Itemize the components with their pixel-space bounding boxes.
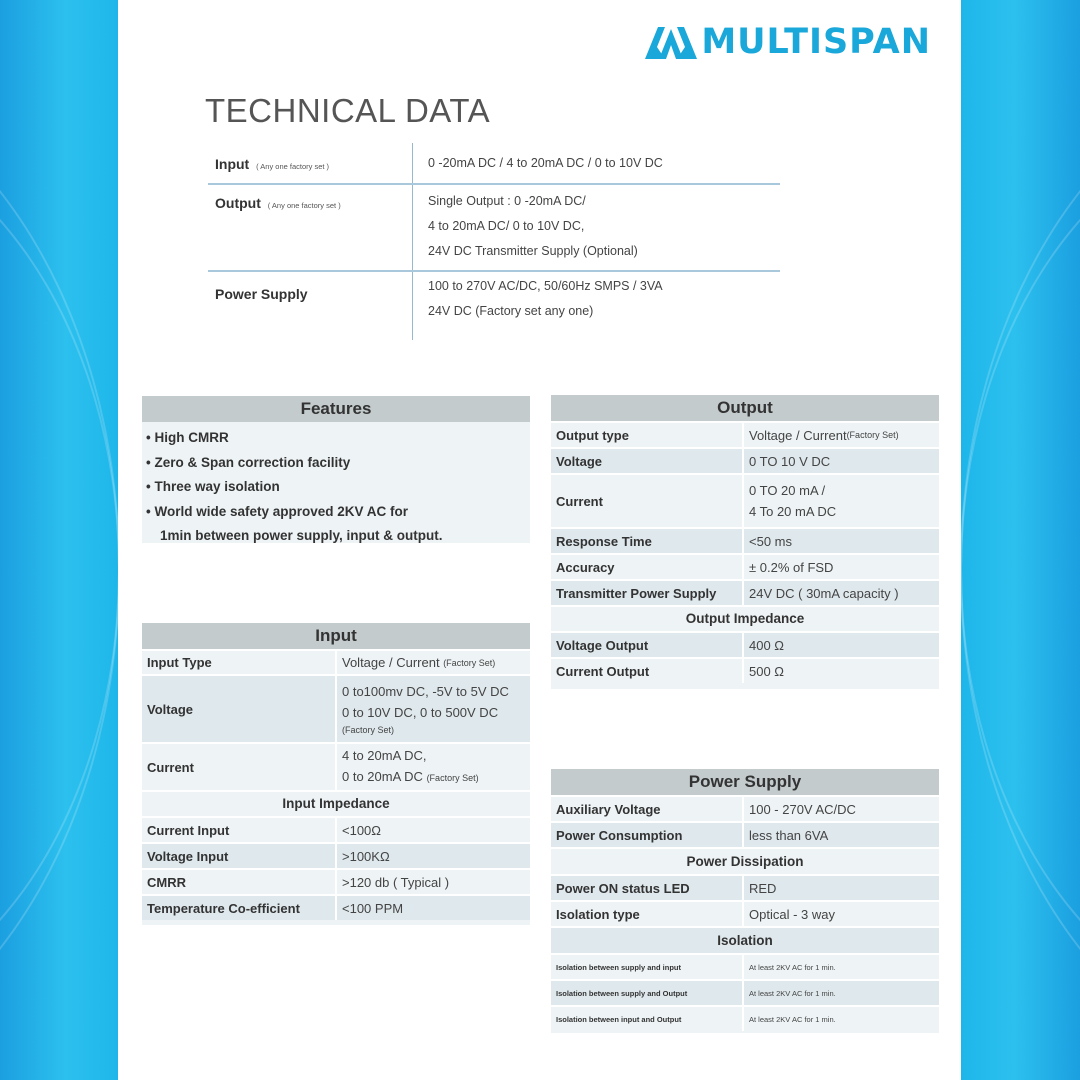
spec-value: <50 ms bbox=[744, 529, 939, 553]
spec-value-line: 0 TO 20 mA / bbox=[749, 483, 826, 498]
table-row bbox=[142, 868, 530, 894]
spec-key: Response Time bbox=[551, 529, 744, 553]
spec-value: less than 6VA bbox=[744, 823, 939, 847]
spec-value: 0 TO 10 V DC bbox=[744, 449, 939, 473]
spec-value-line: 4 to 20mA DC, bbox=[342, 748, 427, 763]
spec-key: Auxiliary Voltage bbox=[551, 797, 744, 821]
table-row bbox=[551, 473, 939, 527]
spec-key: Current bbox=[142, 744, 337, 790]
tech-label-note: ( Any one factory set ) bbox=[267, 201, 341, 210]
spec-key: Current Output bbox=[551, 659, 744, 683]
power-supply-box bbox=[551, 769, 939, 1033]
input-heading: Input bbox=[142, 623, 530, 649]
spec-key: Voltage Input bbox=[142, 844, 337, 868]
input-impedance-subheading: Input Impedance bbox=[142, 790, 530, 816]
feature-item-continuation: 1min between power supply, input & output. bbox=[160, 528, 443, 543]
spec-key: Temperature Co-efficient bbox=[142, 896, 337, 920]
output-heading: Output bbox=[551, 395, 939, 421]
tech-row-power-supply bbox=[208, 270, 780, 340]
table-row bbox=[551, 447, 939, 473]
spec-key: Voltage Output bbox=[551, 633, 744, 657]
table-row bbox=[551, 795, 939, 821]
spec-note: (Factory Set) bbox=[846, 430, 899, 440]
tech-label-text: Input bbox=[215, 156, 250, 172]
features-box bbox=[142, 396, 530, 543]
tech-label-text: Power Supply bbox=[215, 286, 308, 302]
tech-value bbox=[413, 143, 663, 183]
spec-value bbox=[337, 744, 530, 790]
table-row bbox=[551, 874, 939, 900]
tech-value-line: 100 to 270V AC/DC, 50/60Hz SMPS / 3VA bbox=[428, 279, 663, 293]
table-row bbox=[142, 674, 530, 742]
spec-value-text: Voltage / Current bbox=[749, 427, 847, 443]
spec-value-line bbox=[342, 766, 530, 789]
tech-row-input bbox=[208, 143, 780, 183]
tech-value-line: 24V DC Transmitter Supply (Optional) bbox=[428, 244, 638, 258]
spec-key: Transmitter Power Supply bbox=[551, 581, 744, 605]
spec-key: Isolation between supply and Output bbox=[551, 981, 744, 1005]
power-supply-spec-table bbox=[551, 795, 939, 1031]
spec-value-line: 4 To 20 mA DC bbox=[749, 504, 837, 519]
tech-label bbox=[208, 143, 413, 183]
page-title: TECHNICAL DATA bbox=[205, 92, 491, 129]
table-row bbox=[551, 553, 939, 579]
table-row bbox=[551, 527, 939, 553]
spec-key: Voltage bbox=[551, 449, 744, 473]
spec-key: Input Type bbox=[142, 651, 337, 674]
features-list bbox=[142, 422, 530, 549]
spec-value: ± 0.2% of FSD bbox=[749, 559, 834, 575]
spec-value-text: Voltage / Current bbox=[342, 655, 440, 670]
spec-value: Optical - 3 way bbox=[749, 906, 835, 922]
multispan-logo-icon bbox=[645, 25, 697, 59]
input-spec-table bbox=[142, 649, 530, 920]
table-row bbox=[142, 894, 530, 920]
tech-label-text: Output bbox=[215, 195, 261, 211]
spec-value: >120 db ( Typical ) bbox=[342, 874, 450, 890]
spec-note: (Factory Set) bbox=[426, 773, 479, 783]
spec-key: Power Consumption bbox=[551, 823, 744, 847]
tech-label bbox=[208, 183, 413, 270]
table-row bbox=[142, 649, 530, 674]
spec-value: 400 Ω bbox=[744, 633, 939, 657]
spec-value: 500 Ω bbox=[749, 663, 785, 679]
spec-value-line: 0 to100mv DC, -5V to 5V DC bbox=[342, 684, 509, 699]
spec-key: CMRR bbox=[142, 870, 337, 894]
table-row bbox=[551, 421, 939, 447]
tech-label-note: ( Any one factory set ) bbox=[256, 162, 330, 171]
tech-value-line: 4 to 20mA DC/ 0 to 10V DC, bbox=[428, 219, 585, 233]
spec-key: Isolation type bbox=[551, 902, 744, 926]
spec-value-text: 0 to 20mA DC bbox=[342, 769, 423, 784]
feature-item: • World wide safety approved 2KV AC for bbox=[146, 500, 530, 525]
spec-value bbox=[337, 676, 530, 742]
power-dissipation-subheading: Power Dissipation bbox=[551, 847, 939, 874]
background-ring-right-outer bbox=[960, 60, 1080, 1080]
feature-item: • Zero & Span correction facility bbox=[146, 451, 530, 476]
spec-value: 24V DC ( 30mA capacity ) bbox=[744, 581, 939, 605]
brand-logo bbox=[645, 22, 931, 62]
table-row bbox=[551, 631, 939, 657]
table-row bbox=[551, 1005, 939, 1031]
spec-value: At least 2KV AC for 1 min. bbox=[749, 1014, 836, 1024]
spec-key: Accuracy bbox=[551, 555, 744, 579]
output-impedance-subheading: Output Impedance bbox=[551, 605, 939, 631]
spec-key: Voltage bbox=[142, 676, 337, 742]
output-spec-table bbox=[551, 421, 939, 683]
output-box bbox=[551, 395, 939, 689]
feature-item: • High CMRR bbox=[146, 426, 530, 451]
power-supply-heading: Power Supply bbox=[551, 769, 939, 795]
isolation-subheading: Isolation bbox=[551, 926, 939, 953]
table-row bbox=[551, 953, 939, 979]
spec-value: >100KΩ bbox=[337, 844, 530, 868]
tech-label bbox=[208, 270, 413, 340]
tech-value-line: 0 -20mA DC / 4 to 20mA DC / 0 to 10V DC bbox=[428, 156, 663, 170]
table-row bbox=[551, 900, 939, 926]
table-row bbox=[142, 742, 530, 790]
spec-key: Power ON status LED bbox=[551, 876, 744, 900]
input-box bbox=[142, 623, 530, 925]
tech-row-output bbox=[208, 183, 780, 270]
features-heading: Features bbox=[142, 396, 530, 422]
tech-value bbox=[413, 270, 663, 340]
background-ring-left-outer bbox=[0, 60, 120, 1080]
table-row bbox=[551, 579, 939, 605]
table-row bbox=[551, 657, 939, 683]
spec-value bbox=[744, 423, 939, 447]
table-row bbox=[142, 816, 530, 842]
spec-value bbox=[744, 475, 939, 527]
spec-key: Isolation between input and Output bbox=[551, 1007, 744, 1031]
spec-note: (Factory Set) bbox=[443, 657, 496, 668]
spec-note: (Factory Set) bbox=[342, 725, 395, 735]
spec-value-line: 0 to 10V DC, 0 to 500V DC bbox=[342, 705, 499, 720]
spec-value bbox=[337, 651, 530, 674]
spec-value: 100 - 270V AC/DC bbox=[749, 801, 856, 817]
spec-value: <100Ω bbox=[342, 822, 381, 838]
spec-key: Isolation between supply and input bbox=[551, 955, 744, 979]
datasheet-page bbox=[118, 0, 961, 1080]
tech-value-line: Single Output : 0 -20mA DC/ bbox=[428, 194, 586, 208]
table-row bbox=[551, 979, 939, 1005]
table-row bbox=[551, 821, 939, 847]
spec-value: At least 2KV AC for 1 min. bbox=[749, 962, 836, 972]
spec-value: At least 2KV AC for 1 min. bbox=[744, 981, 939, 1005]
spec-value: RED bbox=[744, 876, 939, 900]
spec-key: Current Input bbox=[142, 818, 337, 842]
spec-key: Output type bbox=[551, 423, 744, 447]
feature-item: • Three way isolation bbox=[146, 475, 530, 500]
technical-data-table bbox=[208, 143, 780, 340]
tech-value bbox=[413, 183, 638, 270]
tech-value-line: 24V DC (Factory set any one) bbox=[428, 304, 594, 318]
brand-name: MULTISPAN bbox=[701, 22, 931, 62]
spec-key: Current bbox=[551, 475, 744, 527]
spec-value: <100 PPM bbox=[337, 896, 530, 920]
table-row bbox=[142, 842, 530, 868]
